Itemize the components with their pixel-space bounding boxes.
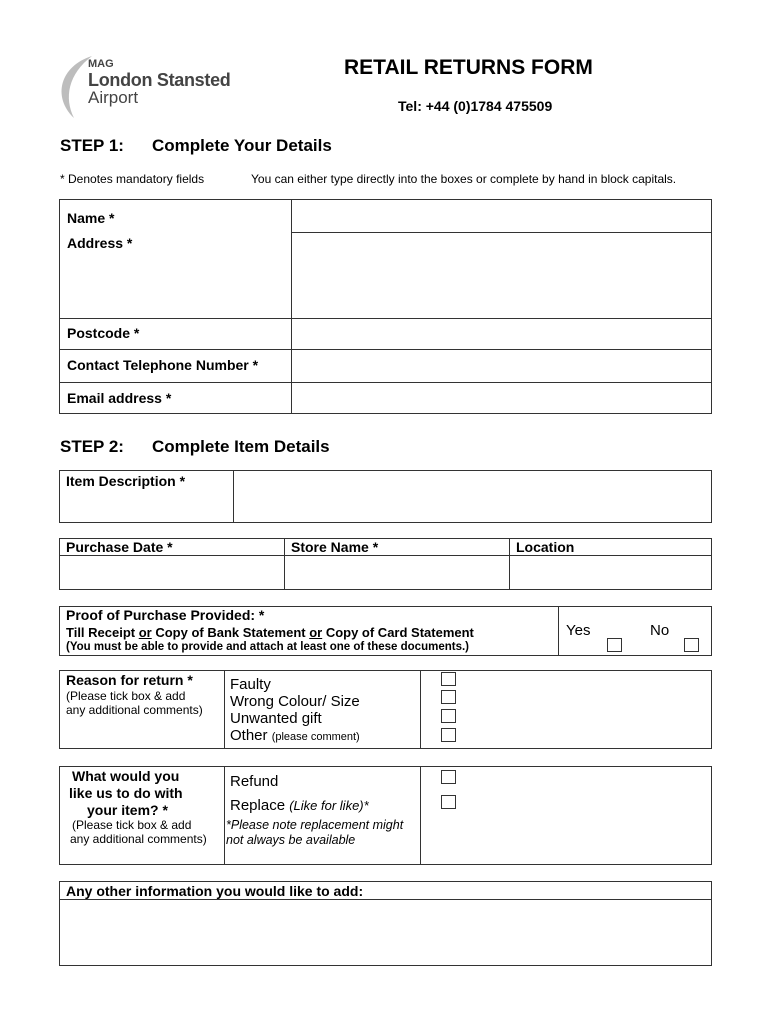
proof-yes-checkbox[interactable] [607, 638, 622, 652]
resolution-title-1: What would you [72, 768, 180, 784]
postcode-field[interactable] [293, 320, 711, 348]
proof-note: (You must be able to provide and attach at least one of these documents.) [66, 641, 469, 653]
proof-no-checkbox[interactable] [684, 638, 699, 652]
proof-doc-c: Copy of Card Statement [322, 625, 474, 640]
resolution-refund-label: Refund [230, 773, 279, 790]
telephone-number: Tel: +44 (0)1784 475509 [398, 98, 553, 114]
logo [52, 52, 252, 122]
location-label: Location [516, 539, 575, 555]
step2-heading: Complete Item Details [152, 437, 330, 456]
proof-doc-a: Till Receipt [66, 625, 139, 640]
item-description-field[interactable] [235, 471, 711, 522]
resolution-replace-text: Replace [230, 797, 286, 814]
address-label: Address * [67, 235, 133, 251]
logo-line2: Airport [88, 88, 139, 107]
location-field[interactable] [511, 557, 711, 589]
resolution-title-2: like us to do with [69, 785, 183, 801]
reason-title: Reason for return * [66, 672, 193, 688]
other-info-label: Any other information you would like to add: [66, 883, 364, 899]
reason-comments-field[interactable] [470, 671, 711, 748]
resolution-comments-field[interactable] [470, 767, 711, 864]
store-name-field[interactable] [286, 557, 508, 589]
telephone-field[interactable] [293, 351, 711, 381]
address-field[interactable] [293, 234, 711, 317]
step1-heading: Complete Your Details [152, 136, 332, 155]
resolution-replace-note: (Like for like)* [289, 798, 369, 813]
proof-yes-label: Yes [566, 622, 591, 639]
item-description-label: Item Description * [66, 473, 186, 489]
resolution-refund-checkbox[interactable] [441, 770, 456, 784]
purchase-date-label: Purchase Date * [66, 539, 173, 555]
name-field[interactable] [293, 200, 711, 231]
mandatory-note: * Denotes mandatory fields [60, 172, 205, 186]
reason-option-other [230, 727, 360, 744]
step1-label: STEP 1: [60, 136, 124, 155]
reason-option-wrong-colour-size: Wrong Colour/ Size [230, 693, 360, 710]
email-field[interactable] [293, 384, 711, 413]
resolution-note-2: any additional comments) [70, 832, 207, 846]
proof-doc-b: Copy of Bank Statement [151, 625, 310, 640]
reason-option-unwanted-gift: Unwanted gift [230, 710, 322, 727]
logo-mag: MAG [88, 58, 114, 70]
reason-note-1: (Please tick box & add [66, 689, 186, 703]
proof-or-1: or [138, 625, 152, 640]
resolution-disclaimer-2: not always be available [226, 833, 356, 847]
email-label: Email address * [67, 390, 172, 406]
name-label: Name * [67, 210, 115, 226]
step2-label: STEP 2: [60, 437, 124, 456]
reason-other-checkbox[interactable] [441, 728, 456, 742]
resolution-disclaimer-1: *Please note replacement might [226, 818, 404, 832]
other-info-field[interactable] [60, 901, 711, 965]
proof-documents [66, 625, 474, 640]
reason-wrong-colour-checkbox[interactable] [441, 690, 456, 704]
form-title: RETAIL RETURNS FORM [344, 56, 593, 79]
instruction-note: You can either type directly into the boxes or complete by hand in block capitals. [251, 172, 677, 186]
resolution-note-1: (Please tick box & add [72, 818, 192, 832]
proof-or-2: or [309, 625, 323, 640]
logo-line1: London Stansted [88, 70, 231, 90]
reason-faulty-checkbox[interactable] [441, 672, 456, 686]
telephone-label: Contact Telephone Number * [67, 357, 259, 373]
reason-other-label: Other [230, 727, 268, 744]
reason-note-2: any additional comments) [66, 703, 203, 717]
proof-no-label: No [650, 622, 670, 639]
proof-title: Proof of Purchase Provided: * [66, 607, 265, 623]
resolution-replace-checkbox[interactable] [441, 795, 456, 809]
resolution-title-3: your item? * [87, 802, 168, 818]
resolution-replace-label [230, 797, 369, 814]
postcode-label: Postcode * [67, 325, 140, 341]
reason-option-faulty: Faulty [230, 676, 271, 693]
reason-other-note: (please comment) [271, 731, 360, 743]
reason-unwanted-checkbox[interactable] [441, 709, 456, 723]
store-name-label: Store Name * [291, 539, 379, 555]
purchase-date-field[interactable] [60, 557, 283, 589]
